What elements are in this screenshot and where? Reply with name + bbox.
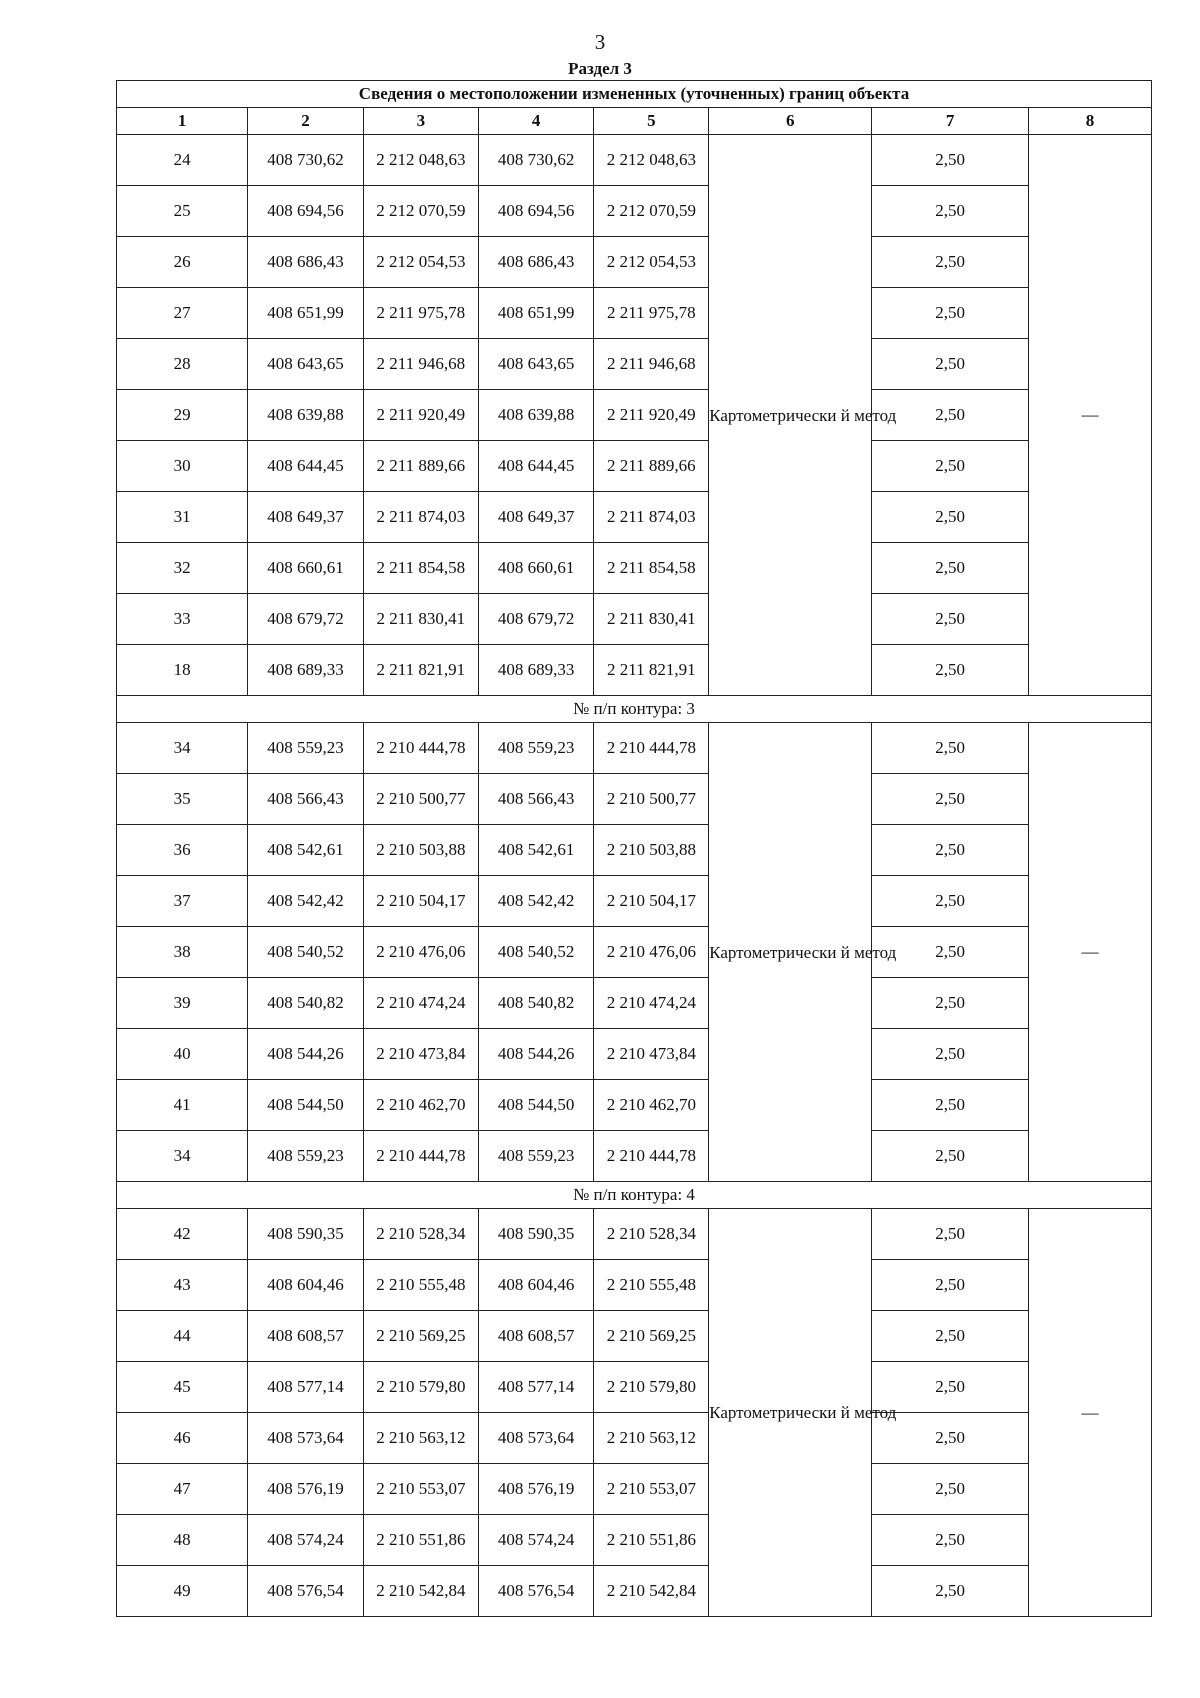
precision-cell: 2,50 xyxy=(872,876,1029,927)
point-number-cell: 44 xyxy=(117,1311,248,1362)
table-row xyxy=(117,441,1152,492)
x-new-cell: 408 694,56 xyxy=(478,186,594,237)
precision-cell: 2,50 xyxy=(872,1209,1029,1260)
x-cell: 408 694,56 xyxy=(248,186,364,237)
x-new-cell: 408 559,23 xyxy=(478,1131,594,1182)
precision-cell: 2,50 xyxy=(872,825,1029,876)
y-cell: 2 210 500,77 xyxy=(363,774,478,825)
y-new-cell: 2 210 542,84 xyxy=(594,1566,709,1617)
precision-cell: 2,50 xyxy=(872,492,1029,543)
point-number-cell: 40 xyxy=(117,1029,248,1080)
point-number-cell: 33 xyxy=(117,594,248,645)
x-new-cell: 408 689,33 xyxy=(478,645,594,696)
x-new-cell: 408 542,61 xyxy=(478,825,594,876)
y-cell: 2 212 054,53 xyxy=(363,237,478,288)
point-number-cell: 30 xyxy=(117,441,248,492)
x-new-cell: 408 639,88 xyxy=(478,390,594,441)
x-cell: 408 574,24 xyxy=(248,1515,364,1566)
precision-cell: 2,50 xyxy=(872,723,1029,774)
point-number-cell: 48 xyxy=(117,1515,248,1566)
precision-cell: 2,50 xyxy=(872,1311,1029,1362)
table-row xyxy=(117,645,1152,696)
table-row xyxy=(117,1260,1152,1311)
precision-cell: 2,50 xyxy=(872,1080,1029,1131)
x-new-cell: 408 566,43 xyxy=(478,774,594,825)
point-number-cell: 37 xyxy=(117,876,248,927)
point-number-cell: 38 xyxy=(117,927,248,978)
x-new-cell: 408 544,50 xyxy=(478,1080,594,1131)
x-cell: 408 566,43 xyxy=(248,774,364,825)
precision-cell: 2,50 xyxy=(872,1464,1029,1515)
table-body xyxy=(117,135,1152,1617)
table-row xyxy=(117,135,1152,186)
contour-row xyxy=(117,696,1152,723)
y-cell: 2 211 830,41 xyxy=(363,594,478,645)
y-new-cell: 2 210 503,88 xyxy=(594,825,709,876)
point-number-cell: 35 xyxy=(117,774,248,825)
y-cell: 2 211 889,66 xyxy=(363,441,478,492)
contour-row xyxy=(117,1182,1152,1209)
x-new-cell: 408 679,72 xyxy=(478,594,594,645)
column-header: 6 xyxy=(709,108,872,135)
point-number-cell: 49 xyxy=(117,1566,248,1617)
point-number-cell: 24 xyxy=(117,135,248,186)
method-cell: Картометрически й метод xyxy=(709,1209,872,1617)
y-new-cell: 2 211 821,91 xyxy=(594,645,709,696)
table-caption: Сведения о местоположении измененных (уточненных) границ объекта xyxy=(117,81,1152,108)
table-row xyxy=(117,774,1152,825)
point-number-cell: 43 xyxy=(117,1260,248,1311)
x-cell: 408 590,35 xyxy=(248,1209,364,1260)
precision-cell: 2,50 xyxy=(872,441,1029,492)
y-cell: 2 210 542,84 xyxy=(363,1566,478,1617)
table-row xyxy=(117,1311,1152,1362)
precision-cell: 2,50 xyxy=(872,1515,1029,1566)
method-cell: Картометрически й метод xyxy=(709,723,872,1182)
x-cell: 408 542,61 xyxy=(248,825,364,876)
y-cell: 2 210 476,06 xyxy=(363,927,478,978)
point-number-cell: 41 xyxy=(117,1080,248,1131)
y-new-cell: 2 210 551,86 xyxy=(594,1515,709,1566)
x-cell: 408 544,50 xyxy=(248,1080,364,1131)
y-cell: 2 210 473,84 xyxy=(363,1029,478,1080)
x-cell: 408 689,33 xyxy=(248,645,364,696)
y-new-cell: 2 210 579,80 xyxy=(594,1362,709,1413)
precision-cell: 2,50 xyxy=(872,543,1029,594)
x-new-cell: 408 559,23 xyxy=(478,723,594,774)
y-new-cell: 2 210 563,12 xyxy=(594,1413,709,1464)
y-cell: 2 210 444,78 xyxy=(363,1131,478,1182)
precision-cell: 2,50 xyxy=(872,1029,1029,1080)
x-cell: 408 577,14 xyxy=(248,1362,364,1413)
column-header: 8 xyxy=(1028,108,1151,135)
y-new-cell: 2 211 920,49 xyxy=(594,390,709,441)
precision-cell: 2,50 xyxy=(872,1362,1029,1413)
precision-cell: 2,50 xyxy=(872,390,1029,441)
precision-cell: 2,50 xyxy=(872,237,1029,288)
column-header-row xyxy=(117,108,1152,135)
x-cell: 408 660,61 xyxy=(248,543,364,594)
x-cell: 408 559,23 xyxy=(248,1131,364,1182)
precision-cell: 2,50 xyxy=(872,645,1029,696)
boundaries-table xyxy=(116,80,1152,1617)
precision-cell: 2,50 xyxy=(872,339,1029,390)
x-cell: 408 540,82 xyxy=(248,978,364,1029)
x-new-cell: 408 540,52 xyxy=(478,927,594,978)
x-cell: 408 639,88 xyxy=(248,390,364,441)
x-cell: 408 644,45 xyxy=(248,441,364,492)
note-cell: — xyxy=(1028,723,1151,1182)
precision-cell: 2,50 xyxy=(872,1131,1029,1182)
x-new-cell: 408 544,26 xyxy=(478,1029,594,1080)
table-row xyxy=(117,876,1152,927)
table-row xyxy=(117,825,1152,876)
table-row xyxy=(117,978,1152,1029)
table-row xyxy=(117,492,1152,543)
precision-cell: 2,50 xyxy=(872,978,1029,1029)
y-new-cell: 2 210 555,48 xyxy=(594,1260,709,1311)
precision-cell: 2,50 xyxy=(872,774,1029,825)
x-cell: 408 576,54 xyxy=(248,1566,364,1617)
x-new-cell: 408 576,54 xyxy=(478,1566,594,1617)
y-cell: 2 210 569,25 xyxy=(363,1311,478,1362)
y-cell: 2 211 946,68 xyxy=(363,339,478,390)
column-header: 1 xyxy=(117,108,248,135)
column-header: 3 xyxy=(363,108,478,135)
y-new-cell: 2 210 569,25 xyxy=(594,1311,709,1362)
x-new-cell: 408 730,62 xyxy=(478,135,594,186)
x-cell: 408 679,72 xyxy=(248,594,364,645)
x-cell: 408 544,26 xyxy=(248,1029,364,1080)
point-number-cell: 42 xyxy=(117,1209,248,1260)
y-new-cell: 2 210 553,07 xyxy=(594,1464,709,1515)
y-cell: 2 210 528,34 xyxy=(363,1209,478,1260)
column-header: 4 xyxy=(478,108,594,135)
point-number-cell: 45 xyxy=(117,1362,248,1413)
precision-cell: 2,50 xyxy=(872,1413,1029,1464)
point-number-cell: 46 xyxy=(117,1413,248,1464)
point-number-cell: 31 xyxy=(117,492,248,543)
x-cell: 408 542,42 xyxy=(248,876,364,927)
y-new-cell: 2 211 975,78 xyxy=(594,288,709,339)
table-row xyxy=(117,927,1152,978)
y-new-cell: 2 212 048,63 xyxy=(594,135,709,186)
column-header: 2 xyxy=(248,108,364,135)
section-title: Раздел 3 xyxy=(568,59,632,78)
y-new-cell: 2 210 444,78 xyxy=(594,723,709,774)
table-row xyxy=(117,1515,1152,1566)
point-number-cell: 34 xyxy=(117,1131,248,1182)
precision-cell: 2,50 xyxy=(872,288,1029,339)
y-cell: 2 210 563,12 xyxy=(363,1413,478,1464)
y-new-cell: 2 211 830,41 xyxy=(594,594,709,645)
point-number-cell: 32 xyxy=(117,543,248,594)
table-row xyxy=(117,1413,1152,1464)
x-new-cell: 408 590,35 xyxy=(478,1209,594,1260)
y-new-cell: 2 211 946,68 xyxy=(594,339,709,390)
y-cell: 2 211 854,58 xyxy=(363,543,478,594)
y-cell: 2 211 920,49 xyxy=(363,390,478,441)
point-number-cell: 39 xyxy=(117,978,248,1029)
point-number-cell: 34 xyxy=(117,723,248,774)
x-cell: 408 573,64 xyxy=(248,1413,364,1464)
point-number-cell: 27 xyxy=(117,288,248,339)
x-new-cell: 408 649,37 xyxy=(478,492,594,543)
x-cell: 408 540,52 xyxy=(248,927,364,978)
x-new-cell: 408 651,99 xyxy=(478,288,594,339)
x-new-cell: 408 608,57 xyxy=(478,1311,594,1362)
point-number-cell: 28 xyxy=(117,339,248,390)
x-new-cell: 408 576,19 xyxy=(478,1464,594,1515)
y-cell: 2 210 444,78 xyxy=(363,723,478,774)
table-row xyxy=(117,723,1152,774)
x-cell: 408 643,65 xyxy=(248,339,364,390)
point-number-cell: 18 xyxy=(117,645,248,696)
x-cell: 408 730,62 xyxy=(248,135,364,186)
table-row xyxy=(117,1080,1152,1131)
method-cell: Картометрически й метод xyxy=(709,135,872,696)
table-row xyxy=(117,1362,1152,1413)
x-cell: 408 559,23 xyxy=(248,723,364,774)
precision-cell: 2,50 xyxy=(872,1260,1029,1311)
y-new-cell: 2 211 889,66 xyxy=(594,441,709,492)
table-caption-row xyxy=(117,81,1152,108)
table-row xyxy=(117,288,1152,339)
y-new-cell: 2 210 528,34 xyxy=(594,1209,709,1260)
point-number-cell: 36 xyxy=(117,825,248,876)
y-cell: 2 210 503,88 xyxy=(363,825,478,876)
precision-cell: 2,50 xyxy=(872,135,1029,186)
y-cell: 2 212 048,63 xyxy=(363,135,478,186)
page-number: 3 xyxy=(594,30,606,54)
y-new-cell: 2 212 070,59 xyxy=(594,186,709,237)
y-cell: 2 210 553,07 xyxy=(363,1464,478,1515)
x-new-cell: 408 604,46 xyxy=(478,1260,594,1311)
y-cell: 2 210 555,48 xyxy=(363,1260,478,1311)
point-number-cell: 47 xyxy=(117,1464,248,1515)
y-new-cell: 2 211 854,58 xyxy=(594,543,709,594)
point-number-cell: 25 xyxy=(117,186,248,237)
precision-cell: 2,50 xyxy=(872,594,1029,645)
y-new-cell: 2 212 054,53 xyxy=(594,237,709,288)
contour-label: № п/п контура: 3 xyxy=(117,696,1152,723)
precision-cell: 2,50 xyxy=(872,927,1029,978)
x-new-cell: 408 574,24 xyxy=(478,1515,594,1566)
y-cell: 2 210 579,80 xyxy=(363,1362,478,1413)
y-new-cell: 2 210 444,78 xyxy=(594,1131,709,1182)
x-new-cell: 408 660,61 xyxy=(478,543,594,594)
x-cell: 408 649,37 xyxy=(248,492,364,543)
table-row xyxy=(117,1566,1152,1617)
x-new-cell: 408 577,14 xyxy=(478,1362,594,1413)
x-cell: 408 604,46 xyxy=(248,1260,364,1311)
table-row xyxy=(117,1029,1152,1080)
y-cell: 2 212 070,59 xyxy=(363,186,478,237)
y-new-cell: 2 210 473,84 xyxy=(594,1029,709,1080)
table-row xyxy=(117,1209,1152,1260)
table-row xyxy=(117,237,1152,288)
y-new-cell: 2 210 474,24 xyxy=(594,978,709,1029)
y-new-cell: 2 210 500,77 xyxy=(594,774,709,825)
point-number-cell: 29 xyxy=(117,390,248,441)
column-header: 7 xyxy=(872,108,1029,135)
y-cell: 2 210 504,17 xyxy=(363,876,478,927)
x-cell: 408 686,43 xyxy=(248,237,364,288)
point-number-cell: 26 xyxy=(117,237,248,288)
x-new-cell: 408 542,42 xyxy=(478,876,594,927)
table-row xyxy=(117,1464,1152,1515)
y-cell: 2 210 474,24 xyxy=(363,978,478,1029)
y-cell: 2 210 462,70 xyxy=(363,1080,478,1131)
y-cell: 2 211 821,91 xyxy=(363,645,478,696)
contour-label: № п/п контура: 4 xyxy=(117,1182,1152,1209)
precision-cell: 2,50 xyxy=(872,186,1029,237)
x-new-cell: 408 540,82 xyxy=(478,978,594,1029)
y-cell: 2 211 975,78 xyxy=(363,288,478,339)
x-new-cell: 408 686,43 xyxy=(478,237,594,288)
x-cell: 408 576,19 xyxy=(248,1464,364,1515)
x-cell: 408 608,57 xyxy=(248,1311,364,1362)
y-cell: 2 210 551,86 xyxy=(363,1515,478,1566)
table-row xyxy=(117,543,1152,594)
y-new-cell: 2 211 874,03 xyxy=(594,492,709,543)
note-cell: — xyxy=(1028,1209,1151,1617)
y-new-cell: 2 210 462,70 xyxy=(594,1080,709,1131)
table-row xyxy=(117,339,1152,390)
y-cell: 2 211 874,03 xyxy=(363,492,478,543)
table-row xyxy=(117,390,1152,441)
table-row xyxy=(117,1131,1152,1182)
y-new-cell: 2 210 476,06 xyxy=(594,927,709,978)
x-new-cell: 408 643,65 xyxy=(478,339,594,390)
table-row xyxy=(117,594,1152,645)
x-cell: 408 651,99 xyxy=(248,288,364,339)
y-new-cell: 2 210 504,17 xyxy=(594,876,709,927)
x-new-cell: 408 644,45 xyxy=(478,441,594,492)
x-new-cell: 408 573,64 xyxy=(478,1413,594,1464)
column-header: 5 xyxy=(594,108,709,135)
note-cell: — xyxy=(1028,135,1151,696)
table-row xyxy=(117,186,1152,237)
precision-cell: 2,50 xyxy=(872,1566,1029,1617)
